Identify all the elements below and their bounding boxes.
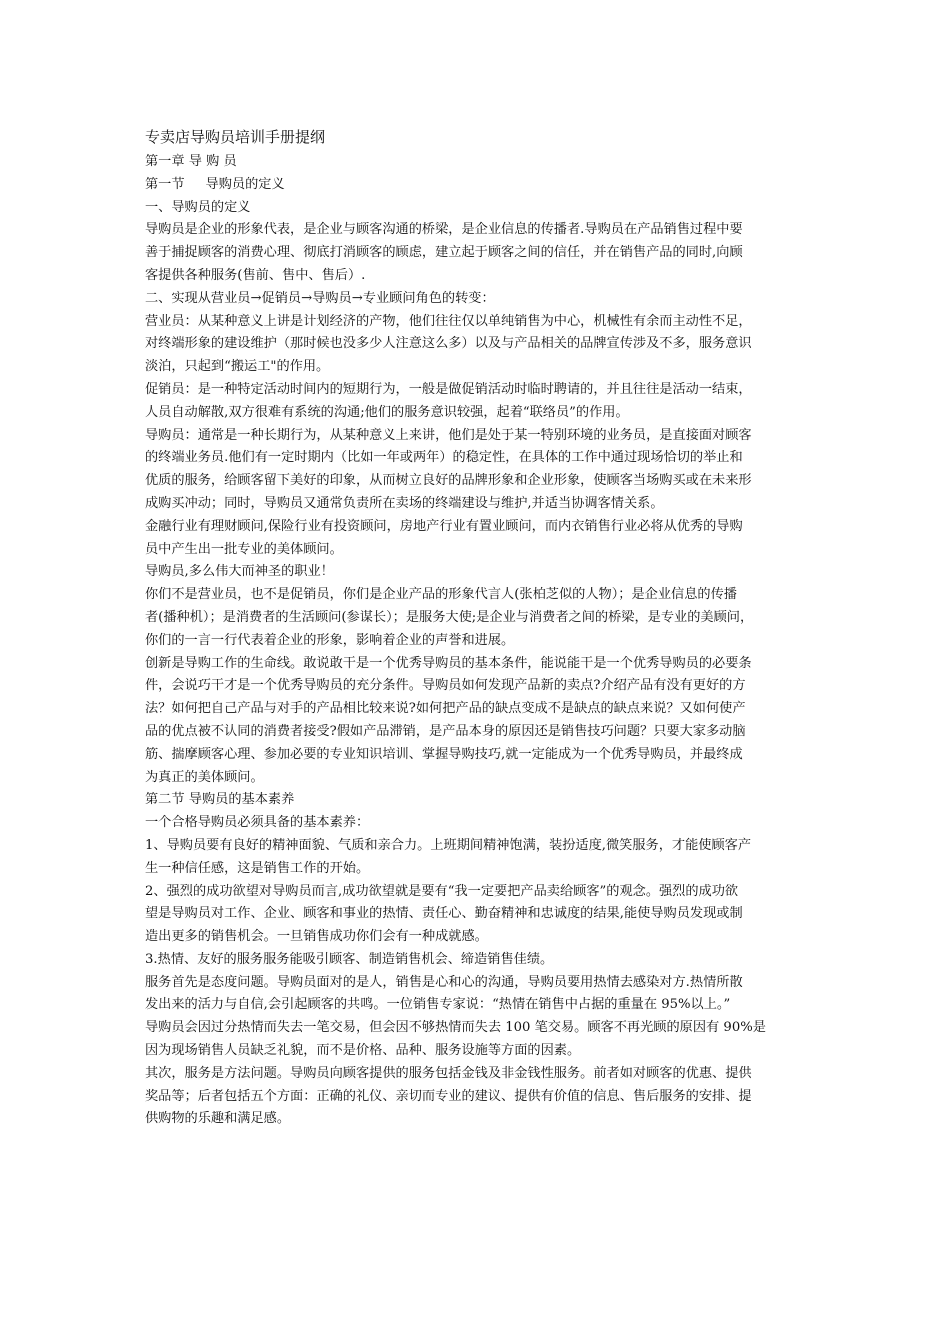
text-line: 2、强烈的成功欲望对导购员而言,成功欲望就是要有“我一定要把产品卖给顾客”的观念。强烈的成功欲 (145, 883, 739, 899)
text-line: 的终端业务员.他们有一定时期内（比如一年或两年）的稳定性，在具体的工作中通过现场恰切的举止和 (145, 450, 743, 466)
text-line: 人员自动解散,双方很难有系统的沟通;他们的服务意识较强，起着“联络员”的作用。 (145, 404, 629, 420)
section-heading: 第二节 导购员的基本素养 (145, 792, 295, 808)
text-line: 一、导购员的定义 (145, 199, 251, 215)
text-line: 因为现场销售人员缺乏礼貌，而不是价格、品种、服务设施等方面的因素。 (145, 1043, 581, 1059)
text-line: 望是导购员对工作、企业、顾客和事业的热情、责任心、勤奋精神和忠诚度的结果,能使导购员发现或制 (145, 906, 743, 922)
text-line: 1、导购员要有良好的精神面貌、气质和亲合力。上班期间精神饱满，装扮适度,微笑服务，才能使顾客产 (145, 837, 752, 853)
text-line: 3.热情、友好的服务服务能吸引顾客、制造销售机会、缔造销售佳绩。 (145, 951, 554, 967)
text-line: 客提供各种服务(售前、售中、售后）. (145, 267, 366, 283)
text-line: 供购物的乐趣和满足感。 (145, 1111, 291, 1127)
text-line: 创新是导购工作的生命线。敢说敢干是一个优秀导购员的基本条件，能说能干是一个优秀导购员的必要条 (145, 655, 752, 671)
text-line: 件，会说巧干才是一个优秀导购员的充分条件。导购员如何发现产品新的卖点?介绍产品有没有更好的方 (145, 678, 746, 694)
text-line: 法？如何把自己产品与对手的产品相比较来说?如何把产品的缺点变成不是缺点的缺点来说？又如何使产 (145, 701, 746, 717)
text-line: 导购员：通常是一种长期行为，从某种意义上来讲，他们是处于某一特别环境的业务员，是直接面对顾客 (145, 427, 752, 443)
text-line: 一个合格导购员必须具备的基本素养： (145, 815, 370, 831)
text-line: 金融行业有理财顾问,保险行业有投资顾问，房地产行业有置业顾问，而内衣销售行业必将从优秀的导购 (145, 518, 743, 534)
chapter-heading: 第一章 导 购 员 (145, 154, 237, 169)
text-line: 你们的一言一行代表着企业的形象，影响着企业的声誉和进展。 (145, 632, 515, 648)
section-2-text (145, 812, 815, 1131)
section-1-text (145, 197, 815, 790)
text-line: 成购买冲动；同时，导购员又通常负责所在卖场的终端建设与维护,并适当协调客情关系。 (145, 495, 664, 511)
text-line: 善于捕捉顾客的消费心理、彻底打消顾客的顾虑，建立起于顾客之间的信任，并在销售产品的同时,向顾 (145, 245, 743, 261)
text-line: 导购员会因过分热情而失去一笔交易，但会因不够热情而失去 100 笔交易。顾客不再光顾的原因有 90%是 (145, 1020, 766, 1036)
document-title: 专卖店导购员培训手册提纲 (145, 128, 326, 146)
text-line: 你们不是营业员，也不是促销员，你们是企业产品的形象代言人(张柏芝似的人物）；是企业信息的传播 (145, 587, 737, 603)
text-line: 者(播种机）；是消费者的生活顾问(参谋长）；是服务大使;是企业与消费者之间的桥梁，是专业的美顾问， (145, 609, 754, 625)
text-line: 对终端形象的建设维护（那时候也没多少人注意这么多）以及与产品相关的品牌宣传涉及不多，服务意识 (145, 336, 752, 352)
text-line: 营业员：从某种意义上讲是计划经济的产物，他们往往仅以单纯销售为中心，机械性有余而主动性不足， (145, 313, 752, 329)
text-line: 为真正的美体顾问。 (145, 769, 264, 785)
text-line: 筋、揣摩顾客心理、参加必要的专业知识培训、掌握导购技巧,就一定能成为一个优秀导购员，并最终成 (145, 746, 743, 762)
text-line: 品的优点被不认同的消费者接受?假如产品滞销，是产品本身的原因还是销售技巧问题？只要大家多动脑 (145, 723, 746, 739)
section-heading: 第一节 导购员的定义 (145, 176, 285, 192)
text-line: 发出来的活力与自信,会引起顾客的共鸣。一位销售专家说：“热情在销售中占据的重量在 95%以上。” (145, 997, 731, 1013)
text-line: 二、实现从营业员→促销员→导购员→专业顾问角色的转变： (145, 290, 495, 306)
text-line: 生一种信任感，这是销售工作的开始。 (145, 860, 370, 876)
text-line: 优质的服务，给顾客留下美好的印象，从而树立良好的品牌形象和企业形象，使顾客当场购买或在未来形 (145, 473, 752, 489)
text-line: 服务首先是态度问题。导购员面对的是人，销售是心和心的沟通，导购员要用热情去感染对方.热情所散 (145, 974, 743, 990)
document-body (145, 124, 815, 1131)
text-line: 导购员,多么伟大而神圣的职业！ (145, 564, 334, 580)
text-line: 造出更多的销售机会。一旦销售成功你们会有一种成就感。 (145, 929, 488, 945)
text-line: 淡泊，只起到“搬运工"的作用。 (145, 359, 330, 375)
text-line: 员中产生出一批专业的美体顾问。 (145, 541, 343, 557)
text-line: 促销员：是一种特定活动时间内的短期行为，一般是做促销活动时临时聘请的，并且往往是活动一结束， (145, 381, 752, 397)
text-line: 奖品等；后者包括五个方面：正确的礼仪、亲切而专业的建议、提供有价值的信息、售后服务的安排、提 (145, 1088, 752, 1104)
text-line: 其次，服务是方法问题。导购员向顾客提供的服务包括金钱及非金钱性服务。前者如对顾客的优惠、提供 (145, 1065, 752, 1081)
text-line: 导购员是企业的形象代表，是企业与顾客沟通的桥梁，是企业信息的传播者.导购员在产品销售过程中要 (145, 222, 743, 238)
